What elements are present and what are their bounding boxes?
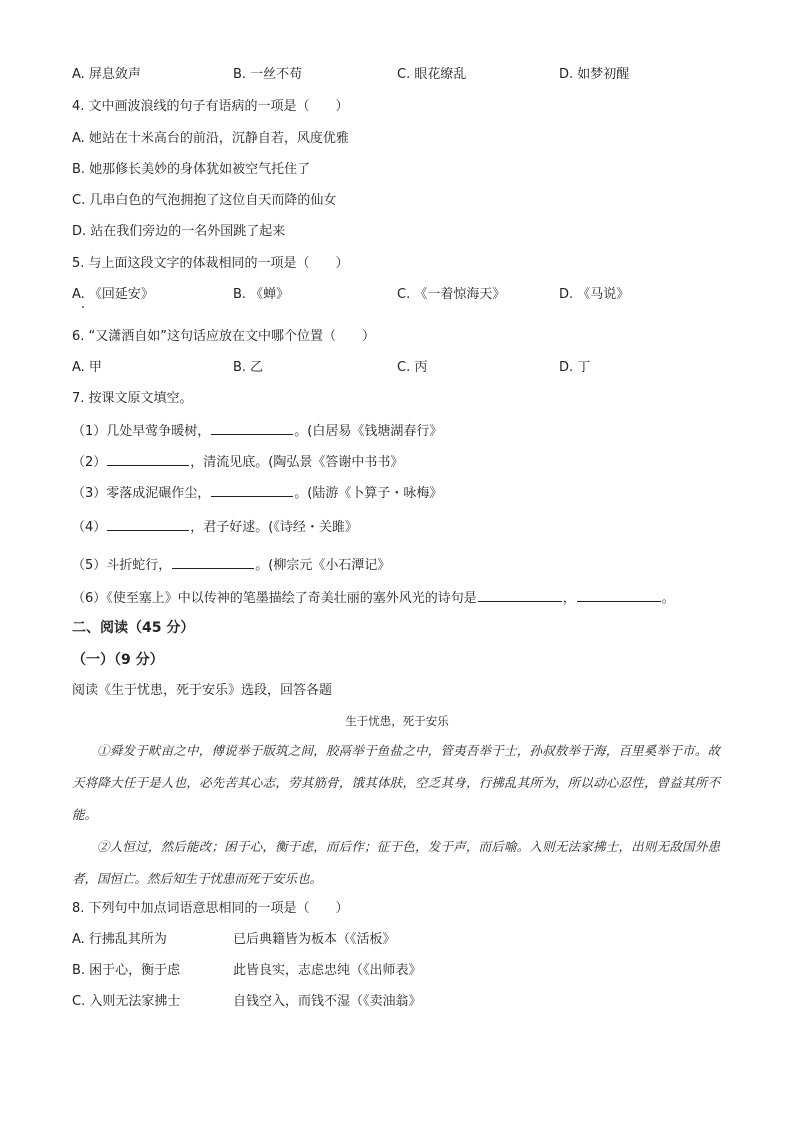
q8-option-b-right: 此皆良实，志虑忠纯（《出师表》 (233, 963, 422, 978)
section-2-title: 二、阅读（45 分） (72, 620, 195, 636)
q4-option-c: C. 几串白色的气泡拥抱了这位自天而降的仙女 (72, 193, 337, 208)
q8-option-b-left: B. 困于心，衡于虑 (72, 963, 181, 978)
q7-stem: 7. 按课文原文填空。 (72, 391, 193, 406)
q4-option-a: A. 她站在十米高台的前沿，沉静自若，风度优雅 (72, 131, 349, 146)
q6-stem: 6. “又潇洒自如”这句话应放在文中哪个位置（ ） (72, 329, 376, 344)
q8-stem: 8. 下列句中加点词语意思相同的一项是（ ） (72, 901, 349, 916)
passage-title: 生于忧患，死于安乐 (345, 714, 449, 728)
passage-paragraph-2: ②人恒过，然后能改；困于心，衡于虑，而后作；征于色，发于声，而后喻。入则无法家拂士，出则无敌国外患者，国恒亡。然后知生于忧患而死于安乐也。 (72, 839, 720, 886)
q3-option-d: D. 如梦初醒 (559, 67, 630, 82)
q8-option-a-left: A. 行拂乱其所为 (72, 932, 167, 947)
q4-option-b: B. 她那修长美妙的身体犹如被空气托住了 (72, 162, 311, 177)
q7-item-2-post: ，清流见底。(陶弘景《答谢中书书》 (190, 455, 404, 470)
q8-option-c-left: C. 入则无法家拂士 (72, 994, 181, 1009)
q7-item-3-post: 。(陆游《卜算子・咏梅》 (294, 486, 443, 501)
q6-option-c: C. 丙 (397, 360, 428, 375)
q7-blank-6b[interactable] (577, 588, 661, 602)
q6-option-b: B. 乙 (233, 360, 264, 375)
q8-option-a-right: 已后典籍皆为板本（《活板》 (233, 932, 396, 947)
q7-item-4-post: ，君子好逑。(《诗经・关雎》 (190, 520, 358, 535)
q5-option-a: A. 《回延安》 (72, 287, 154, 302)
q3-option-b: B. 一丝不苟 (233, 67, 303, 82)
q7-blank-5[interactable] (172, 555, 254, 569)
q8-option-c-right: 自钱空入，而钱不湿（《卖油翁》 (233, 994, 422, 1009)
q8-option-b (72, 962, 180, 980)
q7-item-6-post: 。 (661, 591, 675, 606)
q7-item-6 (72, 588, 675, 608)
reading-instruction: 阅读《生于忧患，死于安乐》选段，回答各题 (72, 683, 333, 698)
section-2-subtitle: （一）（9 分） (72, 652, 164, 668)
passage-paragraph-1: ①舜发于畎亩之中，傅说举于版筑之间，胶鬲举于鱼盐之中，管夷吾举于士，孙叔敖举于海，百里奚举于市。故天将降大任于是人也，必先苦其心志，劳其筋骨，饿其体肤，空乏其身，行拂乱其所为，所以动心忍性，曾益其所不能。 (72, 743, 720, 822)
q6-option-a: A. 甲 (72, 360, 102, 375)
q7-item-3-pre: （3）零落成泥碾作尘， (72, 486, 211, 501)
q7-item-5-post: 。(柳宗元《小石潭记》 (255, 558, 391, 573)
q5-option-b: B. 《蝉》 (233, 287, 290, 302)
q7-item-4 (72, 517, 358, 537)
q7-item-1 (72, 421, 442, 441)
q7-item-5 (72, 555, 390, 575)
q7-blank-4[interactable] (107, 517, 189, 531)
q7-item-3 (72, 483, 442, 503)
q7-blank-6a[interactable] (478, 588, 562, 602)
q7-blank-3[interactable] (211, 483, 293, 497)
q7-item-1-pre: （1）几处早莺争暖树， (72, 424, 211, 439)
q7-item-5-pre: （5）斗折蛇行， (72, 558, 172, 573)
q7-item-2 (72, 452, 403, 472)
q7-blank-1[interactable] (211, 421, 293, 435)
q3-option-c: C. 眼花缭乱 (397, 67, 467, 82)
q5-option-d: D. 《马说》 (559, 287, 630, 302)
q7-blank-2[interactable] (107, 452, 189, 466)
q7-item-4-pre: （4） (72, 520, 107, 535)
q4-stem: 4. 文中画波浪线的句子有语病的一项是（ ） (72, 99, 349, 114)
q6-option-d: D. 丁 (559, 360, 591, 375)
q5-stem: 5. 与上面这段文字的体裁相同的一项是（ ） (72, 256, 349, 271)
q7-item-2-pre: （2） (72, 455, 107, 470)
q4-option-d: D. 站在我们旁边的一名外国跳了起来 (72, 224, 286, 239)
q5-option-c: C. 《一着惊海天》 (397, 287, 506, 302)
q7-item-1-post: 。(白居易《钱塘湖春行》 (294, 424, 443, 439)
passage-body (72, 735, 720, 895)
q7-item-6-pre: （6）《使至塞上》中以传神的笔墨描绘了奇美壮丽的塞外风光的诗句是 (72, 591, 477, 606)
q8-option-c (72, 993, 180, 1011)
stray-dot (82, 306, 84, 308)
q3-option-a: A. 屏息敛声 (72, 67, 141, 82)
q8-option-a (72, 931, 167, 949)
q7-item-6-mid: ， (562, 591, 576, 606)
